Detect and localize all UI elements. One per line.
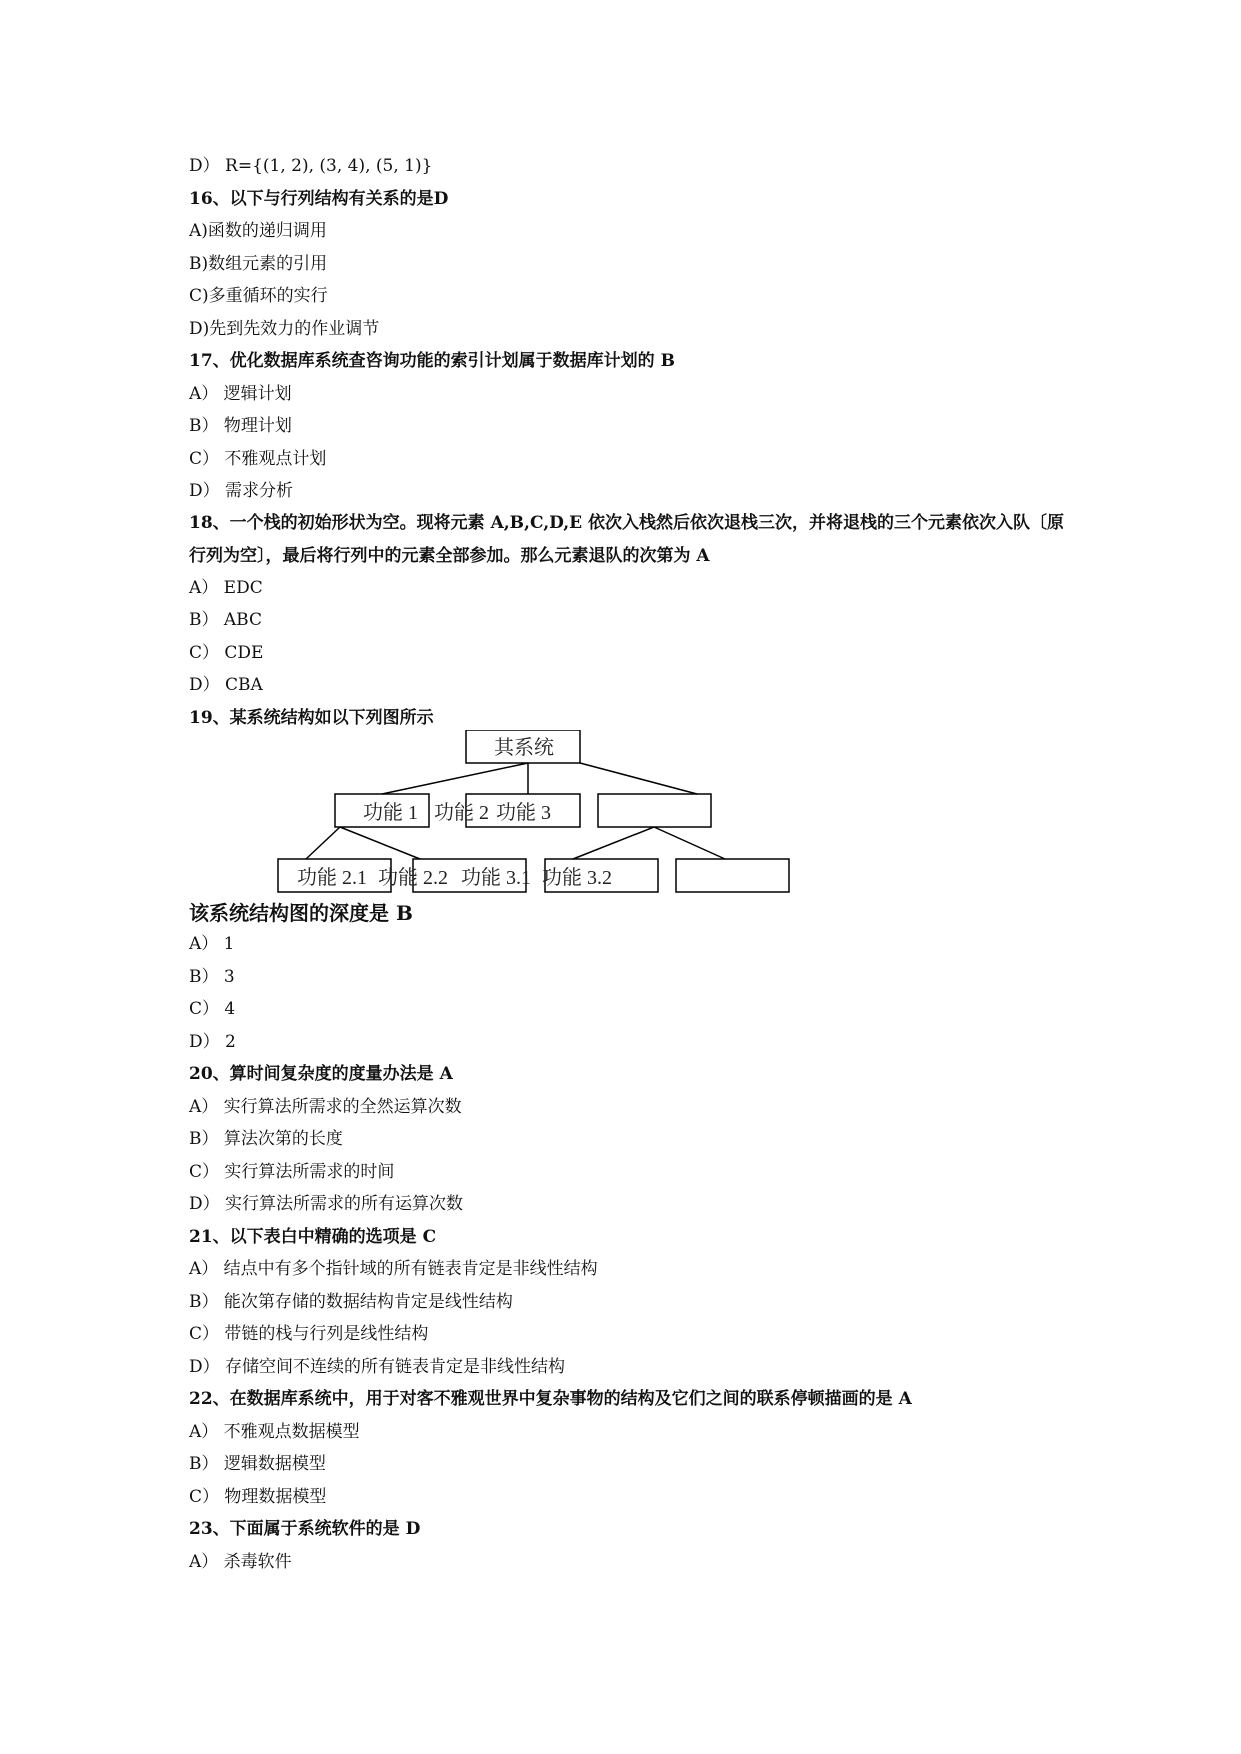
question-line: 行列为空〕，最后将行列中的元素全部参加。那么元素退队的次第为 A [189, 546, 710, 566]
option-line: B） ABC [189, 610, 262, 630]
option-line: C)多重循环的实行 [189, 286, 328, 306]
system-structure-diagram [270, 730, 810, 895]
option-line: C） 带链的栈与行列是线性结构 [189, 1324, 429, 1344]
option-line: C） 4 [189, 999, 236, 1019]
option-line: A） 不雅观点数据模型 [189, 1422, 360, 1442]
option-line: B） 3 [189, 967, 235, 987]
question-line: 23、下面属于系统软件的是 D [189, 1519, 421, 1539]
option-line: C） 实行算法所需求的时间 [189, 1162, 395, 1182]
option-line: D） CBA [189, 675, 263, 695]
connector-line [580, 763, 697, 794]
option-line: D） 存储空间不连续的所有链表肯定是非线性结构 [189, 1357, 566, 1377]
option-line: C） 不雅观点计划 [189, 449, 327, 469]
node-box [598, 794, 711, 827]
connector-line [340, 827, 420, 859]
question-line: 21、以下表白中精确的选项是 C [189, 1227, 437, 1247]
option-line: B） 算法次第的长度 [189, 1129, 343, 1149]
node-label: 功能 2 [434, 802, 489, 824]
connector-line [382, 763, 528, 794]
question-line: 16、以下与行列结构有关系的是D [189, 189, 449, 209]
option-line: A） 实行算法所需求的全然运算次数 [189, 1097, 462, 1117]
connector-line [654, 827, 725, 859]
option-line: D） 2 [189, 1032, 236, 1052]
option-line: B） 能次第存储的数据结构肯定是线性结构 [189, 1292, 513, 1312]
option-line: A)函数的递归调用 [189, 221, 327, 241]
question-line: D） R={(1, 2), (3, 4), (5, 1)} [189, 156, 433, 176]
option-line: D） 实行算法所需求的所有运算次数 [189, 1194, 464, 1214]
node-label: 功能 3.1 [461, 867, 531, 889]
node-label: 功能 3.2 [542, 867, 612, 889]
connector-line [573, 827, 654, 859]
question-line: 19、某系统结构如以下列图所示 [189, 708, 434, 728]
diagram-caption: 该系统结构图的深度是 B [189, 901, 413, 925]
node-label: 功能 1 [363, 802, 418, 824]
option-line: B） 物理计划 [189, 416, 292, 436]
question-line: 22、在数据库系统中，用于对客不雅观世界中复杂事物的结构及它们之间的联系停顿描画的是 A [189, 1389, 912, 1409]
option-line: A） 1 [189, 934, 235, 954]
question-line: 20、算时间复杂度的度量办法是 A [189, 1064, 453, 1084]
option-line: C） 物理数据模型 [189, 1487, 327, 1507]
root-label: 其系统 [494, 737, 554, 759]
option-line: C） CDE [189, 643, 264, 663]
option-line: A） 杀毒软件 [189, 1552, 292, 1572]
option-line: D） 需求分析 [189, 481, 294, 501]
connector-line [306, 827, 340, 859]
option-line: B） 逻辑数据模型 [189, 1454, 326, 1474]
node-label: 功能 2.1 [297, 867, 367, 889]
node-label: 功能 3 [496, 802, 551, 824]
option-line: A） 逻辑计划 [189, 384, 292, 404]
option-line: A） EDC [189, 578, 263, 598]
question-line: 17、优化数据库系统查咨询功能的索引计划属于数据库计划的 B [189, 351, 675, 371]
option-line: D)先到先效力的作业调节 [189, 319, 380, 339]
question-line: 18、一个栈的初始形状为空。现将元素 A,B,C,D,E 依次入栈然后依次退栈三次，并将退栈的三个元素依次入队〔原 [189, 513, 1065, 533]
option-line: A） 结点中有多个指针域的所有链表肯定是非线性结构 [189, 1259, 598, 1279]
option-line: B)数组元素的引用 [189, 254, 328, 274]
node-label: 功能 2.2 [378, 867, 448, 889]
node-box [676, 859, 789, 892]
